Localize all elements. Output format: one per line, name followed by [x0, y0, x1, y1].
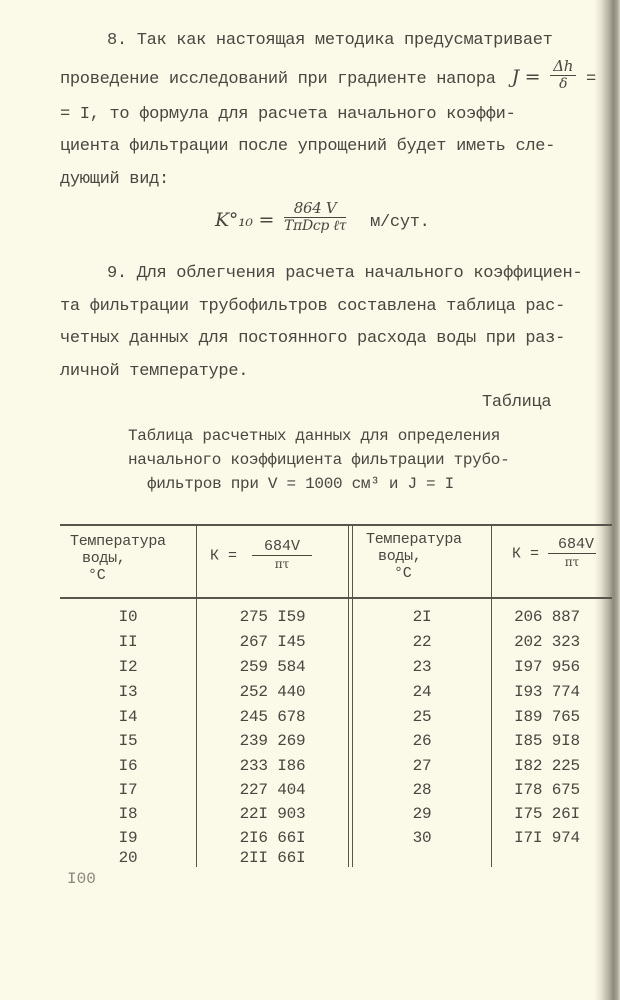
formula-lhs: K°₁₀ =: [215, 208, 275, 231]
header-k-left: [210, 538, 312, 573]
row-k: 239 269: [239, 732, 306, 750]
header-k-lhs: К =: [210, 547, 238, 565]
row-k: I7I 974: [514, 829, 580, 847]
row-temp: 26: [412, 732, 432, 750]
header-k-numerator: 684V: [548, 536, 596, 554]
header-k-lhs: К =: [512, 545, 540, 563]
header-unit-label: °C: [88, 567, 106, 584]
header-temp-label: Температура: [70, 533, 166, 550]
paragraph-8-line-1: 8. Так как настоящая методика предусматривает: [107, 31, 553, 50]
row-k: I78 675: [514, 781, 580, 799]
formula-fraction: [284, 200, 346, 235]
row-k: I82 225: [514, 757, 580, 775]
formula-denominator: TπDср ℓτ: [284, 218, 347, 234]
row-k: 252 440: [239, 683, 306, 701]
row-temp: I0: [118, 608, 138, 626]
paragraph-8-line-4: циента фильтрации после упрощений будет иметь сле-: [60, 137, 556, 156]
header-unit-label: °C: [394, 565, 412, 582]
row-temp: 24: [412, 683, 432, 701]
row-k: I97 956: [514, 658, 580, 676]
row-temp: 2I: [412, 608, 432, 626]
paragraph-8-line-3: = I, то формула для расчета начального коэффи-: [60, 105, 516, 124]
row-k: 202 323: [514, 633, 580, 651]
row-k: 267 I45: [239, 633, 306, 651]
gradient-denominator: δ: [559, 76, 568, 92]
formula-unit: м/сут.: [370, 212, 430, 232]
row-k: 233 I86: [239, 757, 306, 775]
row-temp: I3: [118, 683, 138, 701]
row-k: 275 I59: [239, 608, 306, 626]
table-caption-line-1: Таблица расчетных данных для определения: [128, 427, 501, 445]
row-temp: I6: [118, 757, 138, 775]
row-temp: I8: [118, 805, 138, 823]
row-k: 2I6 66I: [239, 829, 306, 847]
header-k-denominator: πτ: [274, 557, 290, 571]
row-k: 245 678: [239, 708, 306, 726]
paragraph-9-line-3: четных данных для постоянного расхода воды при раз-: [60, 329, 565, 348]
gradient-equals: =: [586, 69, 596, 89]
row-temp: II: [118, 633, 138, 651]
gradient-symbol: J =: [511, 65, 541, 88]
row-temp: I5: [118, 732, 138, 750]
row-temp: I9: [118, 829, 138, 847]
header-temp-label: Температура: [366, 531, 462, 548]
header-temperature-left: [70, 533, 166, 584]
row-k: 2II 66I: [239, 849, 306, 867]
row-k: 22I 903: [239, 805, 306, 823]
table-top-border: [60, 524, 612, 526]
paragraph-8-line-2: [60, 57, 596, 93]
formula-numerator: 864 V: [284, 200, 346, 218]
row-temp: 20: [118, 849, 138, 867]
gradient-fraction: [550, 58, 576, 93]
row-k: 227 404: [239, 781, 306, 799]
table-caption-line-2: начального коэффициента фильтрации трубо-: [128, 451, 510, 469]
header-water-label: воды,: [82, 550, 126, 567]
page-binding-shadow: [594, 0, 620, 1000]
row-temp: 27: [412, 757, 432, 775]
header-k-numerator: 684V: [252, 538, 312, 556]
row-temp: I2: [118, 658, 138, 676]
paragraph-8-line-2-text: проведение исследований при градиенте напора: [60, 69, 496, 89]
row-temp: 23: [412, 658, 432, 676]
paragraph-9-line-1: 9. Для облегчения расчета начального коэффициен-: [107, 264, 583, 283]
row-k: I93 774: [514, 683, 580, 701]
paragraph-8-line-5: дующий вид:: [60, 170, 169, 189]
table-caption-line-3: фильтров при V = 1000 см³ и J = I: [147, 475, 454, 493]
header-k-fraction: [548, 536, 596, 571]
header-temperature-right: [366, 531, 462, 582]
table-label: Таблица: [482, 393, 552, 412]
header-k-fraction: [252, 538, 312, 573]
row-k: I89 765: [514, 708, 580, 726]
row-temp: 29: [412, 805, 432, 823]
row-temp: 30: [412, 829, 432, 847]
table-double-divider-a: [348, 525, 349, 867]
row-temp: 22: [412, 633, 432, 651]
header-water-label: воды,: [378, 548, 422, 565]
header-k-denominator: πτ: [564, 555, 580, 569]
filtration-formula: [215, 199, 430, 235]
row-k: I85 9I8: [514, 732, 580, 750]
header-k-right: [512, 536, 596, 571]
table-header-bottom-border: [60, 597, 612, 599]
row-k: 259 584: [239, 658, 306, 676]
gradient-numerator: Δh: [550, 58, 576, 76]
page-number: I00: [67, 870, 96, 888]
row-temp: I4: [118, 708, 138, 726]
row-temp: 25: [412, 708, 432, 726]
row-k: I75 26I: [514, 805, 580, 823]
paragraph-9-line-4: личной температуре.: [60, 362, 249, 381]
row-k: 206 887: [514, 608, 580, 626]
paragraph-9-line-2: та фильтрации трубофильтров составлена таблица рас-: [60, 297, 565, 316]
row-temp: I7: [118, 781, 138, 799]
row-temp: 28: [412, 781, 432, 799]
